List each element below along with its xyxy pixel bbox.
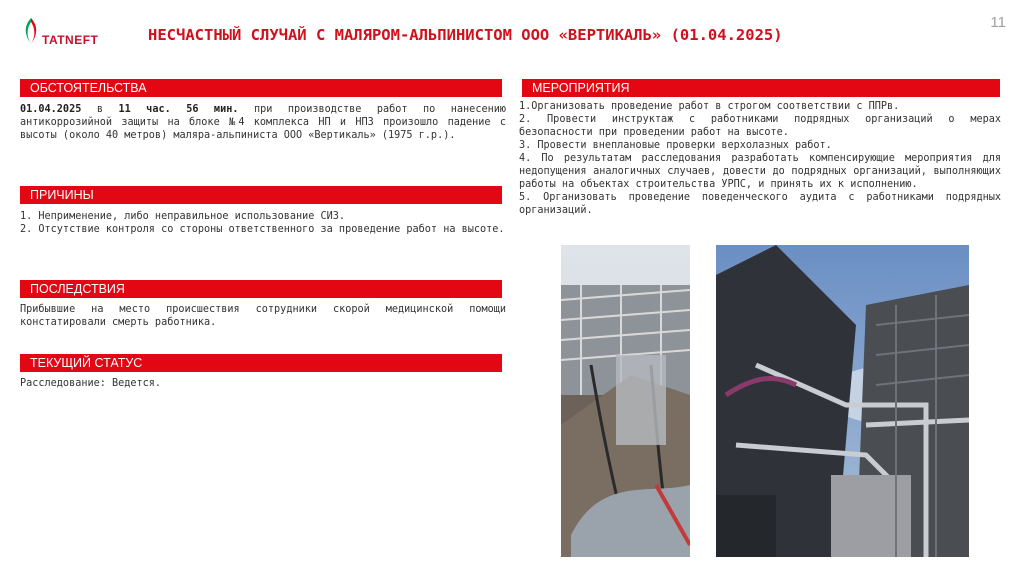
circumstances-text <box>20 103 506 142</box>
list-item: 1.Организовать проведение работ в строгом соответствии с ППРв. <box>519 101 900 112</box>
section-header-circumstances: ОБСТОЯТЕЛЬСТВА <box>20 79 502 97</box>
section-header-consequences: ПОСЛЕДСТВИЯ <box>20 280 502 298</box>
list-item: 5. Организовать проведение поведенческого аудита с работниками подрядных организаций. <box>519 192 1001 216</box>
tatneft-flame-icon <box>22 16 40 46</box>
status-text: Расследование: Ведется. <box>20 378 162 389</box>
list-item: 4. По результатам расследования разработать компенсирующие мероприятия для недопущения аналогичных случаев, довести до подрядных организаций, выполняющих работы на объектах строительства УРПС, и принять их к исполнению. <box>519 153 1001 190</box>
causes-list <box>20 210 510 236</box>
text-in: в <box>81 104 119 115</box>
section-header-causes: ПРИЧИНЫ <box>20 186 502 204</box>
list-item: 3. Провести внеплановые проверки верхолазных работ. <box>519 140 832 151</box>
section-header-status: ТЕКУЩИЙ СТАТУС <box>20 354 502 372</box>
list-item: 1. Неприменение, либо неправильное использование СИЗ. <box>20 211 346 222</box>
incident-date: 01.04.2025 <box>20 104 82 115</box>
consequences-text: Прибывшие на место происшествия сотрудники скорой медицинской помощи констатировали смерть работника. <box>20 304 506 328</box>
site-photo-left <box>561 245 690 557</box>
tatneft-logo <box>22 16 122 56</box>
page-title: НЕСЧАСТНЫЙ СЛУЧАЙ С МАЛЯРОМ-АЛЬПИНИСТОМ ООО «ВЕРТИКАЛЬ» (01.04.2025) <box>148 26 783 44</box>
measures-list <box>519 100 1001 217</box>
page-number: 11 <box>990 14 1006 31</box>
incident-time: 11 час. 56 мин. <box>118 104 239 115</box>
list-item: 2. Провести инструктаж с работниками подрядных организаций о мерах безопасности при проведении работ на высоте. <box>519 114 1001 138</box>
section-header-measures: МЕРОПРИЯТИЯ <box>522 79 1000 97</box>
list-item: 2. Отсутствие контроля со стороны ответственного за проведение работ на высоте. <box>20 224 505 235</box>
circumstances-description: при производстве работ по нанесению антикоррозийной защиты на блоке №4 комплекса НП и НПЗ произошло падение с высоты (около 40 метров) маляра-альпиниста ООО «Вертикаль» (1975 г.р.). <box>20 104 506 141</box>
logo-text: TATNEFT <box>42 33 99 47</box>
site-photo-right <box>716 245 969 557</box>
